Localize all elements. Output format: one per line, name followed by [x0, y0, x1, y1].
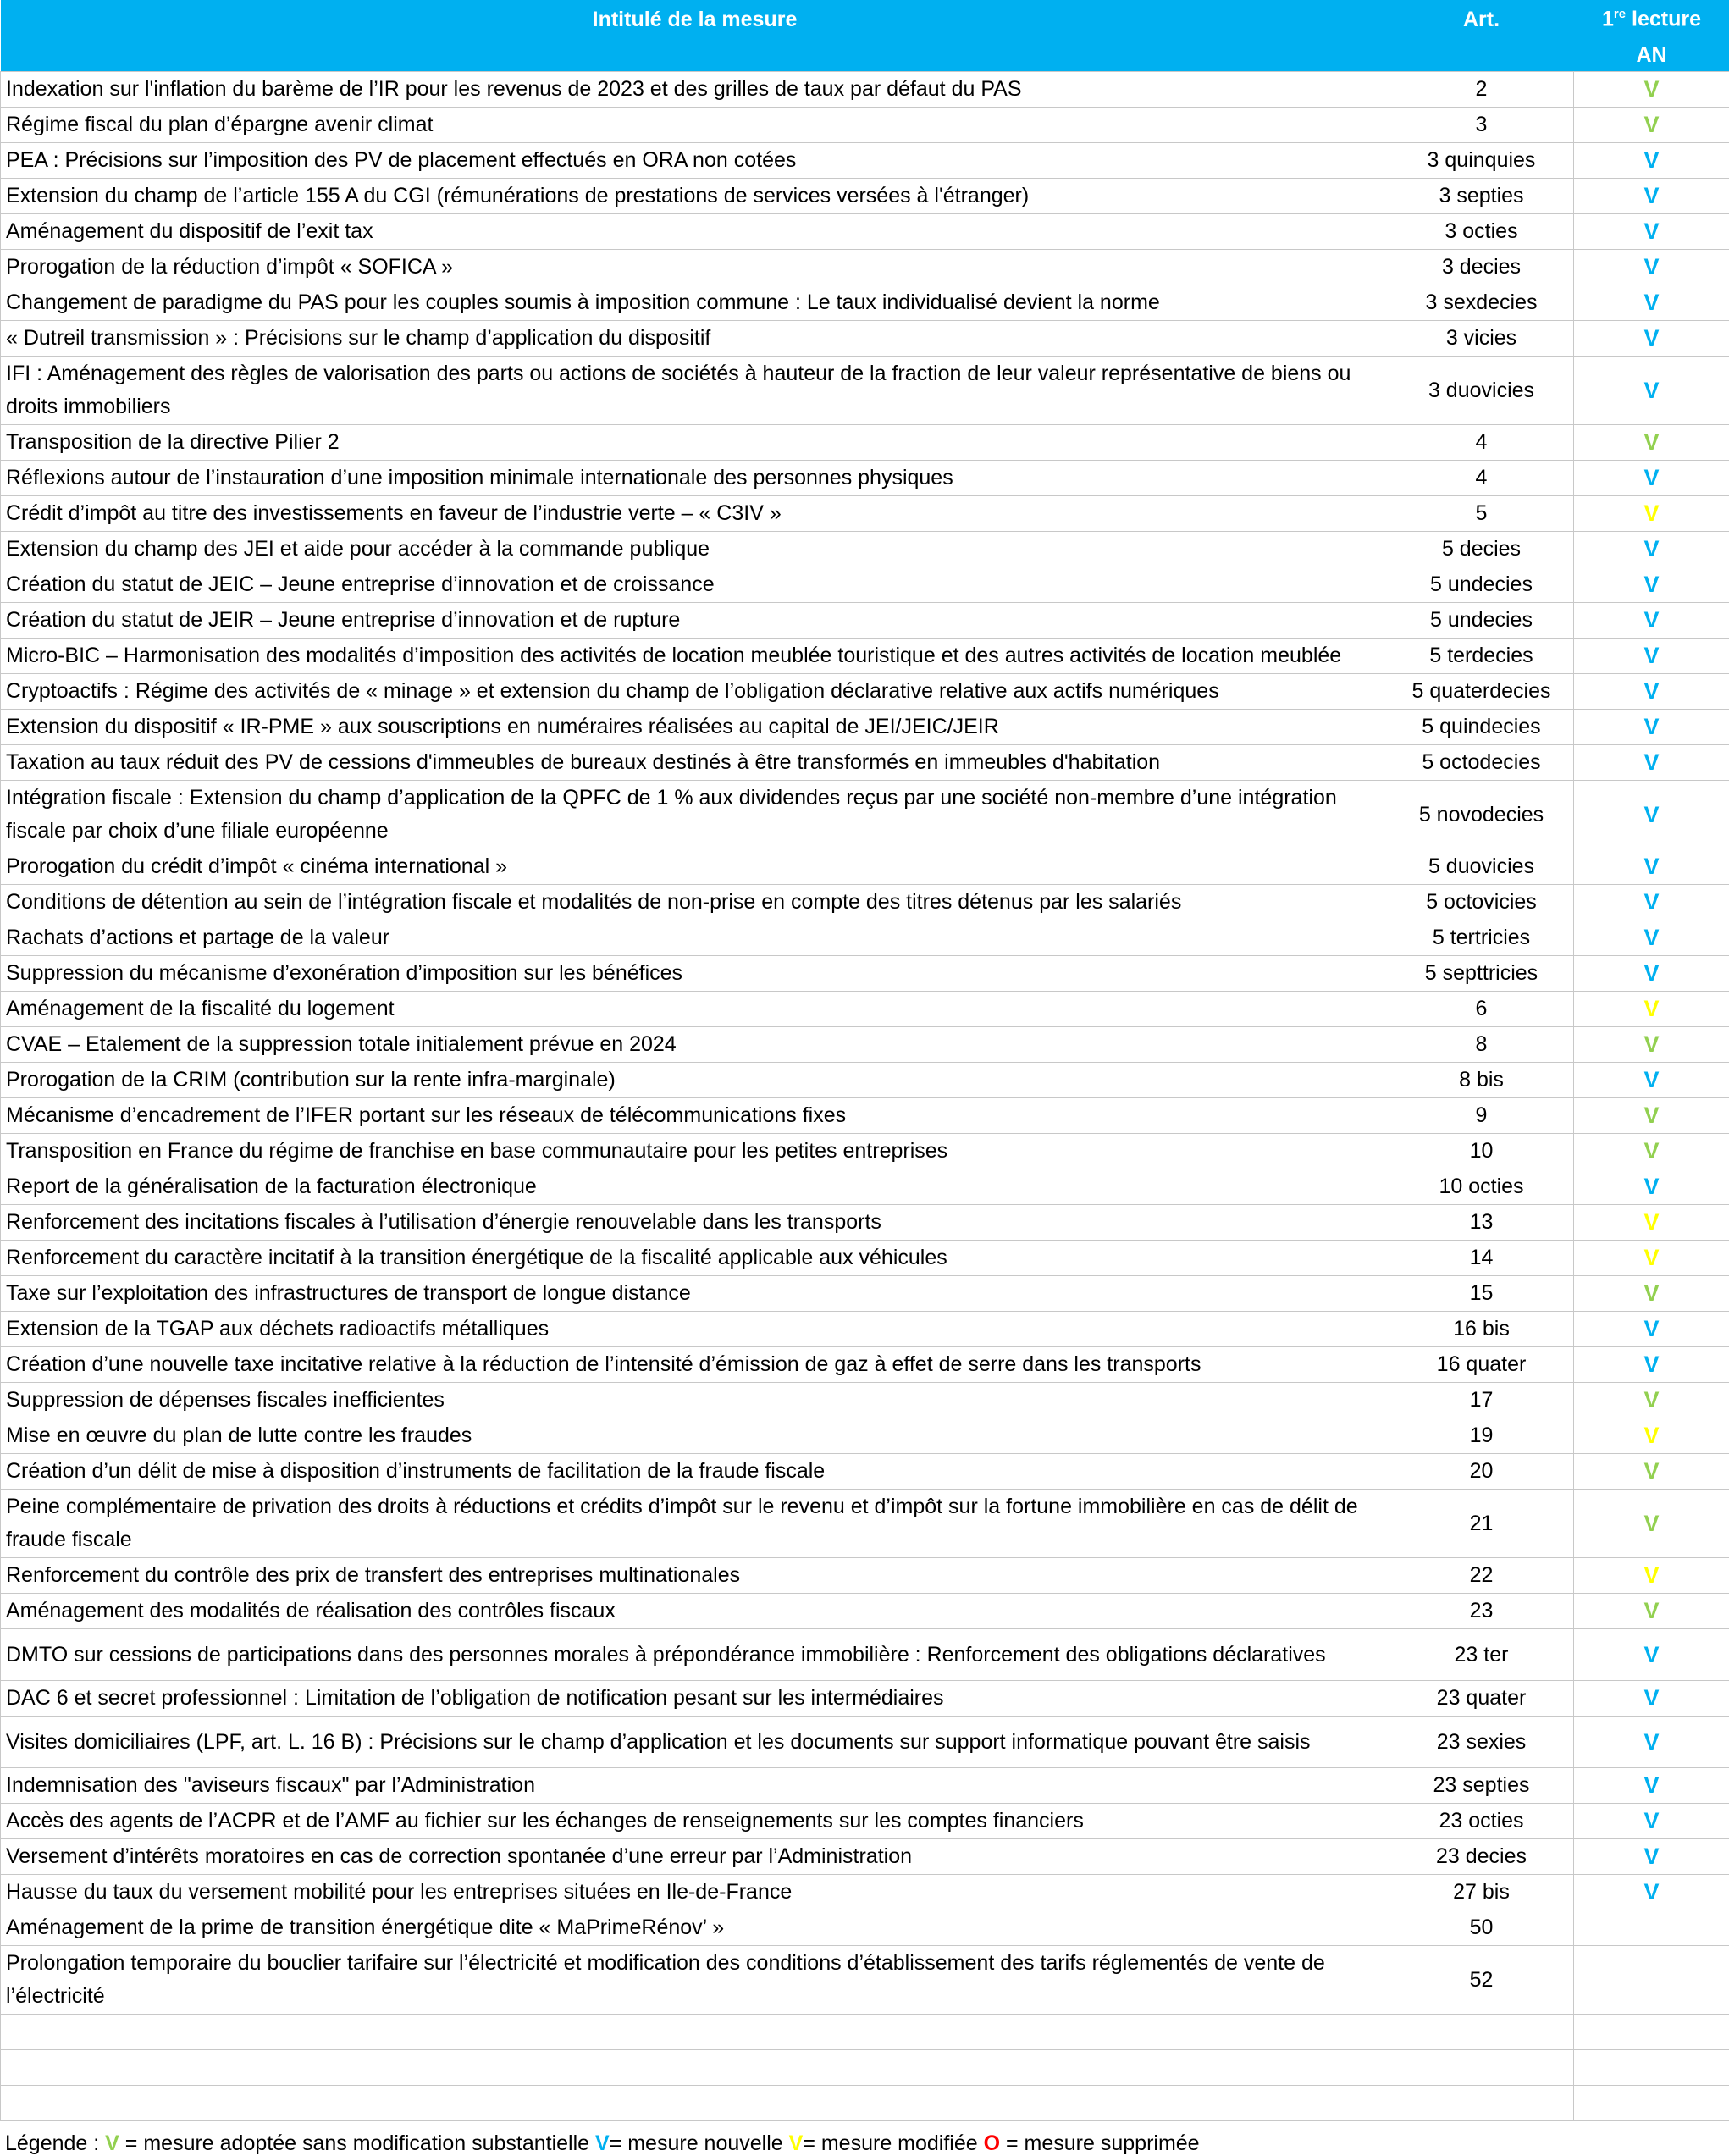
mesure-cell — [1, 2015, 1389, 2050]
mesure-cell: Indemnisation des "aviseurs fiscaux" par l’Administration — [1, 1768, 1389, 1804]
status-cell: V — [1574, 1205, 1729, 1241]
legend-text-modified: = mesure modifiée — [803, 2131, 984, 2155]
status-cell: V — [1574, 1839, 1729, 1875]
table-row — [1, 1027, 1729, 1063]
article-cell: 6 — [1389, 992, 1574, 1027]
status-cell: V — [1574, 1169, 1729, 1205]
article-cell: 27 bis — [1389, 1875, 1574, 1910]
table-body — [1, 72, 1729, 2121]
mesure-cell: DMTO sur cessions de participations dans des personnes morales à prépondérance immobilière : Renforcement des obligations déclaratives — [1, 1629, 1389, 1681]
status-cell: V — [1574, 285, 1729, 321]
legend-text-new: = mesure nouvelle — [609, 2131, 789, 2155]
article-cell: 3 vicies — [1389, 321, 1574, 357]
mesure-cell: Création d’un délit de mise à disposition d’instruments de facilitation de la fraude fiscale — [1, 1454, 1389, 1490]
table-row — [1, 1098, 1729, 1134]
status-cell: V — [1574, 1875, 1729, 1910]
mesure-cell: Changement de paradigme du PAS pour les couples soumis à imposition commune : Le taux individualisé devient la norme — [1, 285, 1389, 321]
mesure-cell: Réflexions autour de l’instauration d’une imposition minimale internationale des personnes physiques — [1, 461, 1389, 496]
status-cell: V — [1574, 1454, 1729, 1490]
table-row — [1, 2015, 1729, 2050]
mesure-cell: Taxe sur l’exploitation des infrastructures de transport de longue distance — [1, 1276, 1389, 1312]
table-row — [1, 321, 1729, 357]
mesure-cell: Hausse du taux du versement mobilité pour les entreprises situées en Ile-de-France — [1, 1875, 1389, 1910]
status-cell: V — [1574, 781, 1729, 849]
status-cell: V — [1574, 461, 1729, 496]
legend-blue-v: V — [595, 2131, 610, 2155]
mesure-cell: Cryptoactifs : Régime des activités de « minage » et extension du champ de l’obligation déclarative relative aux actifs numériques — [1, 674, 1389, 710]
status-cell: V — [1574, 1594, 1729, 1629]
status-cell: V — [1574, 143, 1729, 179]
mesure-cell: Prolongation temporaire du bouclier tarifaire sur l’électricité et modification des conditions d’établissement des tarifs réglementés de vente de l’électricité — [1, 1946, 1389, 2015]
table-row — [1, 2086, 1729, 2121]
mesure-cell: Extension du champ de l’article 155 A du CGI (rémunérations de prestations de services versées à l'étranger) — [1, 179, 1389, 214]
table-header — [1, 0, 1729, 72]
article-cell: 23 decies — [1389, 1839, 1574, 1875]
mesure-cell: CVAE – Etalement de la suppression totale initialement prévue en 2024 — [1, 1027, 1389, 1063]
table-row — [1, 179, 1729, 214]
article-cell: 16 quater — [1389, 1347, 1574, 1383]
mesure-cell: Extension de la TGAP aux déchets radioactifs métalliques — [1, 1312, 1389, 1347]
mesure-cell: Suppression de dépenses fiscales inefficientes — [1, 1383, 1389, 1418]
mesure-cell: Renforcement du contrôle des prix de transfert des entreprises multinationales — [1, 1558, 1389, 1594]
status-cell: V — [1574, 250, 1729, 285]
article-cell: 21 — [1389, 1490, 1574, 1558]
mesure-cell: Aménagement du dispositif de l’exit tax — [1, 214, 1389, 250]
header-an: AN — [1574, 39, 1729, 72]
mesure-cell: Conditions de détention au sein de l’intégration fiscale et modalités de non-prise en compte des titres détenus par les salariés — [1, 885, 1389, 920]
article-cell: 23 octies — [1389, 1804, 1574, 1839]
article-cell: 3 septies — [1389, 179, 1574, 214]
article-cell: 15 — [1389, 1276, 1574, 1312]
article-cell: 3 sexdecies — [1389, 285, 1574, 321]
status-cell: V — [1574, 956, 1729, 992]
article-cell: 4 — [1389, 425, 1574, 461]
status-cell: V — [1574, 532, 1729, 567]
status-cell: V — [1574, 357, 1729, 425]
mesure-cell: Prorogation du crédit d’impôt « cinéma international » — [1, 849, 1389, 885]
status-cell: V — [1574, 567, 1729, 603]
header-lecture — [1574, 0, 1729, 39]
article-cell: 5 octodecies — [1389, 745, 1574, 781]
header-blank-1 — [1, 39, 1389, 72]
article-cell: 5 quaterdecies — [1389, 674, 1574, 710]
mesure-cell: Peine complémentaire de privation des droits à réductions et crédits d’impôt sur le revenu et d’impôt sur la fortune immobilière en cas de délit de fraude fiscale — [1, 1490, 1389, 1558]
status-cell — [1574, 2015, 1729, 2050]
table-row — [1, 108, 1729, 143]
status-cell: V — [1574, 179, 1729, 214]
legend-text-adopted: = mesure adoptée sans modification substantielle — [119, 2131, 595, 2155]
mesure-cell: Mécanisme d’encadrement de l’IFER portant sur les réseaux de télécommunications fixes — [1, 1098, 1389, 1134]
status-cell: V — [1574, 1490, 1729, 1558]
article-cell: 5 tertricies — [1389, 920, 1574, 956]
mesure-cell: Extension du champ des JEI et aide pour accéder à la commande publique — [1, 532, 1389, 567]
legend-red-o: O — [983, 2131, 1001, 2155]
mesure-cell: Versement d’intérêts moratoires en cas de correction spontanée d’une erreur par l’Administration — [1, 1839, 1389, 1875]
table-row — [1, 1490, 1729, 1558]
mesure-cell: Mise en œuvre du plan de lutte contre les fraudes — [1, 1418, 1389, 1454]
article-cell: 22 — [1389, 1558, 1574, 1594]
article-cell: 13 — [1389, 1205, 1574, 1241]
status-cell: V — [1574, 849, 1729, 885]
table-row — [1, 1169, 1729, 1205]
status-cell — [1574, 2086, 1729, 2121]
table-row — [1, 532, 1729, 567]
header-mesure: Intitulé de la mesure — [1, 0, 1389, 39]
article-cell: 17 — [1389, 1383, 1574, 1418]
article-cell: 5 undecies — [1389, 603, 1574, 639]
mesure-cell: Renforcement des incitations fiscales à l’utilisation d’énergie renouvelable dans les transports — [1, 1205, 1389, 1241]
status-cell: V — [1574, 496, 1729, 532]
status-cell: V — [1574, 321, 1729, 357]
status-cell: V — [1574, 1241, 1729, 1276]
status-cell: V — [1574, 710, 1729, 745]
mesure-cell: Aménagement des modalités de réalisation des contrôles fiscaux — [1, 1594, 1389, 1629]
article-cell: 23 sexies — [1389, 1717, 1574, 1768]
status-cell: V — [1574, 214, 1729, 250]
article-cell: 23 — [1389, 1594, 1574, 1629]
table-row — [1, 1134, 1729, 1169]
table-row — [1, 1910, 1729, 1946]
status-cell: V — [1574, 72, 1729, 108]
table-row — [1, 461, 1729, 496]
article-cell: 50 — [1389, 1910, 1574, 1946]
status-cell: V — [1574, 1717, 1729, 1768]
status-cell: V — [1574, 1768, 1729, 1804]
status-cell: V — [1574, 603, 1729, 639]
article-cell — [1389, 2086, 1574, 2121]
article-cell: 8 — [1389, 1027, 1574, 1063]
mesure-cell: Prorogation de la CRIM (contribution sur la rente infra-marginale) — [1, 1063, 1389, 1098]
status-cell: V — [1574, 108, 1729, 143]
header-blank-2 — [1389, 39, 1574, 72]
status-cell: V — [1574, 992, 1729, 1027]
article-cell — [1389, 2050, 1574, 2086]
table-row — [1, 143, 1729, 179]
mesure-cell: DAC 6 et secret professionnel : Limitation de l’obligation de notification pesant sur les intermédiaires — [1, 1681, 1389, 1717]
status-cell: V — [1574, 1681, 1729, 1717]
status-cell: V — [1574, 1558, 1729, 1594]
table-row — [1, 745, 1729, 781]
mesure-cell: Renforcement du caractère incitatif à la transition énergétique de la fiscalité applicable aux véhicules — [1, 1241, 1389, 1276]
table-row — [1, 1418, 1729, 1454]
legend-prefix: Légende : — [5, 2131, 106, 2155]
mesure-cell: Régime fiscal du plan d’épargne avenir climat — [1, 108, 1389, 143]
table-row — [1, 1946, 1729, 2015]
status-cell — [1574, 1910, 1729, 1946]
article-cell: 10 octies — [1389, 1169, 1574, 1205]
table-row — [1, 1594, 1729, 1629]
table-row — [1, 1875, 1729, 1910]
mesure-cell: Taxation au taux réduit des PV de cessions d'immeubles de bureaux destinés à être transformés en immeubles d'habitation — [1, 745, 1389, 781]
mesure-cell: Transposition en France du régime de franchise en base communautaire pour les petites entreprises — [1, 1134, 1389, 1169]
mesure-cell — [1, 2086, 1389, 2121]
legend-green-v: V — [105, 2131, 119, 2155]
table-row — [1, 1205, 1729, 1241]
status-cell — [1574, 2050, 1729, 2086]
status-cell: V — [1574, 1276, 1729, 1312]
status-cell: V — [1574, 1418, 1729, 1454]
mesure-cell: Report de la généralisation de la facturation électronique — [1, 1169, 1389, 1205]
table-row — [1, 1347, 1729, 1383]
status-cell: V — [1574, 885, 1729, 920]
mesure-cell: Aménagement de la fiscalité du logement — [1, 992, 1389, 1027]
status-cell: V — [1574, 1312, 1729, 1347]
table-row — [1, 2050, 1729, 2086]
table-row — [1, 674, 1729, 710]
mesure-cell: « Dutreil transmission » : Précisions sur le champ d’application du dispositif — [1, 321, 1389, 357]
article-cell: 5 duovicies — [1389, 849, 1574, 885]
table-row — [1, 285, 1729, 321]
table-row — [1, 710, 1729, 745]
status-cell: V — [1574, 425, 1729, 461]
status-cell: V — [1574, 745, 1729, 781]
table-row — [1, 1276, 1729, 1312]
article-cell: 9 — [1389, 1098, 1574, 1134]
mesure-cell: Création du statut de JEIR – Jeune entreprise d’innovation et de rupture — [1, 603, 1389, 639]
legend-text-deleted: = mesure supprimée — [1000, 2131, 1200, 2155]
status-cell: V — [1574, 920, 1729, 956]
status-cell: V — [1574, 1134, 1729, 1169]
status-cell: V — [1574, 674, 1729, 710]
table-row — [1, 1558, 1729, 1594]
header-lecture-sup: re — [1613, 7, 1627, 22]
article-cell: 16 bis — [1389, 1312, 1574, 1347]
article-cell: 5 undecies — [1389, 567, 1574, 603]
mesure-cell: Suppression du mécanisme d’exonération d’imposition sur les bénéfices — [1, 956, 1389, 992]
status-cell: V — [1574, 1063, 1729, 1098]
status-cell: V — [1574, 1098, 1729, 1134]
table-row — [1, 1768, 1729, 1804]
table-row — [1, 496, 1729, 532]
mesure-cell: Prorogation de la réduction d’impôt « SOFICA » — [1, 250, 1389, 285]
table-row — [1, 956, 1729, 992]
mesure-cell: Visites domiciliaires (LPF, art. L. 16 B) : Précisions sur le champ d’application et les documents sur support informatique pouvant être saisis — [1, 1717, 1389, 1768]
article-cell: 3 duovicies — [1389, 357, 1574, 425]
article-cell: 19 — [1389, 1418, 1574, 1454]
article-cell: 4 — [1389, 461, 1574, 496]
mesure-cell: Extension du dispositif « IR-PME » aux souscriptions en numéraires réalisées au capital de JEI/JEIC/JEIR — [1, 710, 1389, 745]
table-row — [1, 214, 1729, 250]
table-row — [1, 1839, 1729, 1875]
legend — [0, 2121, 1729, 2156]
table-row — [1, 920, 1729, 956]
legend-yellow-v: V — [788, 2131, 804, 2155]
article-cell: 5 decies — [1389, 532, 1574, 567]
mesure-cell: Micro-BIC – Harmonisation des modalités d’imposition des activités de location meublée touristique et des autres activités de location meublée — [1, 639, 1389, 674]
table-row — [1, 1804, 1729, 1839]
article-cell: 14 — [1389, 1241, 1574, 1276]
mesure-cell — [1, 2050, 1389, 2086]
mesure-cell: Intégration fiscale : Extension du champ d’application de la QPFC de 1 % aux dividendes reçus par une société non-membre d’une intégration fiscale par choix d’une filiale européenne — [1, 781, 1389, 849]
table-row — [1, 425, 1729, 461]
article-cell: 23 quater — [1389, 1681, 1574, 1717]
article-cell: 10 — [1389, 1134, 1574, 1169]
article-cell — [1389, 2015, 1574, 2050]
article-cell: 5 novodecies — [1389, 781, 1574, 849]
mesure-cell: Accès des agents de l’ACPR et de l’AMF au fichier sur les échanges de renseignements sur les comptes financiers — [1, 1804, 1389, 1839]
article-cell: 20 — [1389, 1454, 1574, 1490]
header-lecture-num: 1 — [1601, 7, 1614, 31]
article-cell: 52 — [1389, 1946, 1574, 2015]
status-cell: V — [1574, 1383, 1729, 1418]
table-row — [1, 1241, 1729, 1276]
table-row — [1, 1063, 1729, 1098]
table-row — [1, 781, 1729, 849]
status-cell: V — [1574, 1804, 1729, 1839]
table-row — [1, 567, 1729, 603]
status-cell: V — [1574, 1347, 1729, 1383]
mesure-cell: Transposition de la directive Pilier 2 — [1, 425, 1389, 461]
article-cell: 5 terdecies — [1389, 639, 1574, 674]
table-row — [1, 849, 1729, 885]
status-cell: V — [1574, 1027, 1729, 1063]
mesure-cell: Indexation sur l'inflation du barème de l’IR pour les revenus de 2023 et des grilles de taux par défaut du PAS — [1, 72, 1389, 108]
table-row — [1, 1312, 1729, 1347]
header-art: Art. — [1389, 0, 1574, 39]
mesure-cell: IFI : Aménagement des règles de valorisation des parts ou actions de sociétés à hauteur de la fraction de leur valeur représentative de biens ou droits immobiliers — [1, 357, 1389, 425]
table-row — [1, 1717, 1729, 1768]
table-row — [1, 1629, 1729, 1681]
mesure-cell: Création d’une nouvelle taxe incitative relative à la réduction de l’intensité d’émission de gaz à effet de serre dans les transports — [1, 1347, 1389, 1383]
article-cell: 3 octies — [1389, 214, 1574, 250]
article-cell: 5 — [1389, 496, 1574, 532]
article-cell: 8 bis — [1389, 1063, 1574, 1098]
article-cell: 5 octovicies — [1389, 885, 1574, 920]
table-row — [1, 885, 1729, 920]
article-cell: 5 septtricies — [1389, 956, 1574, 992]
article-cell: 2 — [1389, 72, 1574, 108]
mesure-cell: PEA : Précisions sur l’imposition des PV de placement effectués en ORA non cotées — [1, 143, 1389, 179]
table-row — [1, 1383, 1729, 1418]
table-row — [1, 992, 1729, 1027]
article-cell: 3 decies — [1389, 250, 1574, 285]
mesure-cell: Aménagement de la prime de transition énergétique dite « MaPrimeRénov’ » — [1, 1910, 1389, 1946]
table-row — [1, 639, 1729, 674]
table-row — [1, 72, 1729, 108]
mesure-cell: Rachats d’actions et partage de la valeur — [1, 920, 1389, 956]
mesure-cell: Création du statut de JEIC – Jeune entreprise d’innovation et de croissance — [1, 567, 1389, 603]
table-row — [1, 603, 1729, 639]
article-cell: 3 — [1389, 108, 1574, 143]
table-row — [1, 250, 1729, 285]
article-cell: 23 ter — [1389, 1629, 1574, 1681]
status-cell — [1574, 1946, 1729, 2015]
header-lecture-word: lecture — [1626, 7, 1702, 31]
table-row — [1, 357, 1729, 425]
table-row — [1, 1454, 1729, 1490]
article-cell: 3 quinquies — [1389, 143, 1574, 179]
table-row — [1, 1681, 1729, 1717]
status-cell: V — [1574, 1629, 1729, 1681]
article-cell: 23 septies — [1389, 1768, 1574, 1804]
article-cell: 5 quindecies — [1389, 710, 1574, 745]
status-cell: V — [1574, 639, 1729, 674]
mesure-cell: Crédit d’impôt au titre des investissements en faveur de l’industrie verte – « C3IV » — [1, 496, 1389, 532]
